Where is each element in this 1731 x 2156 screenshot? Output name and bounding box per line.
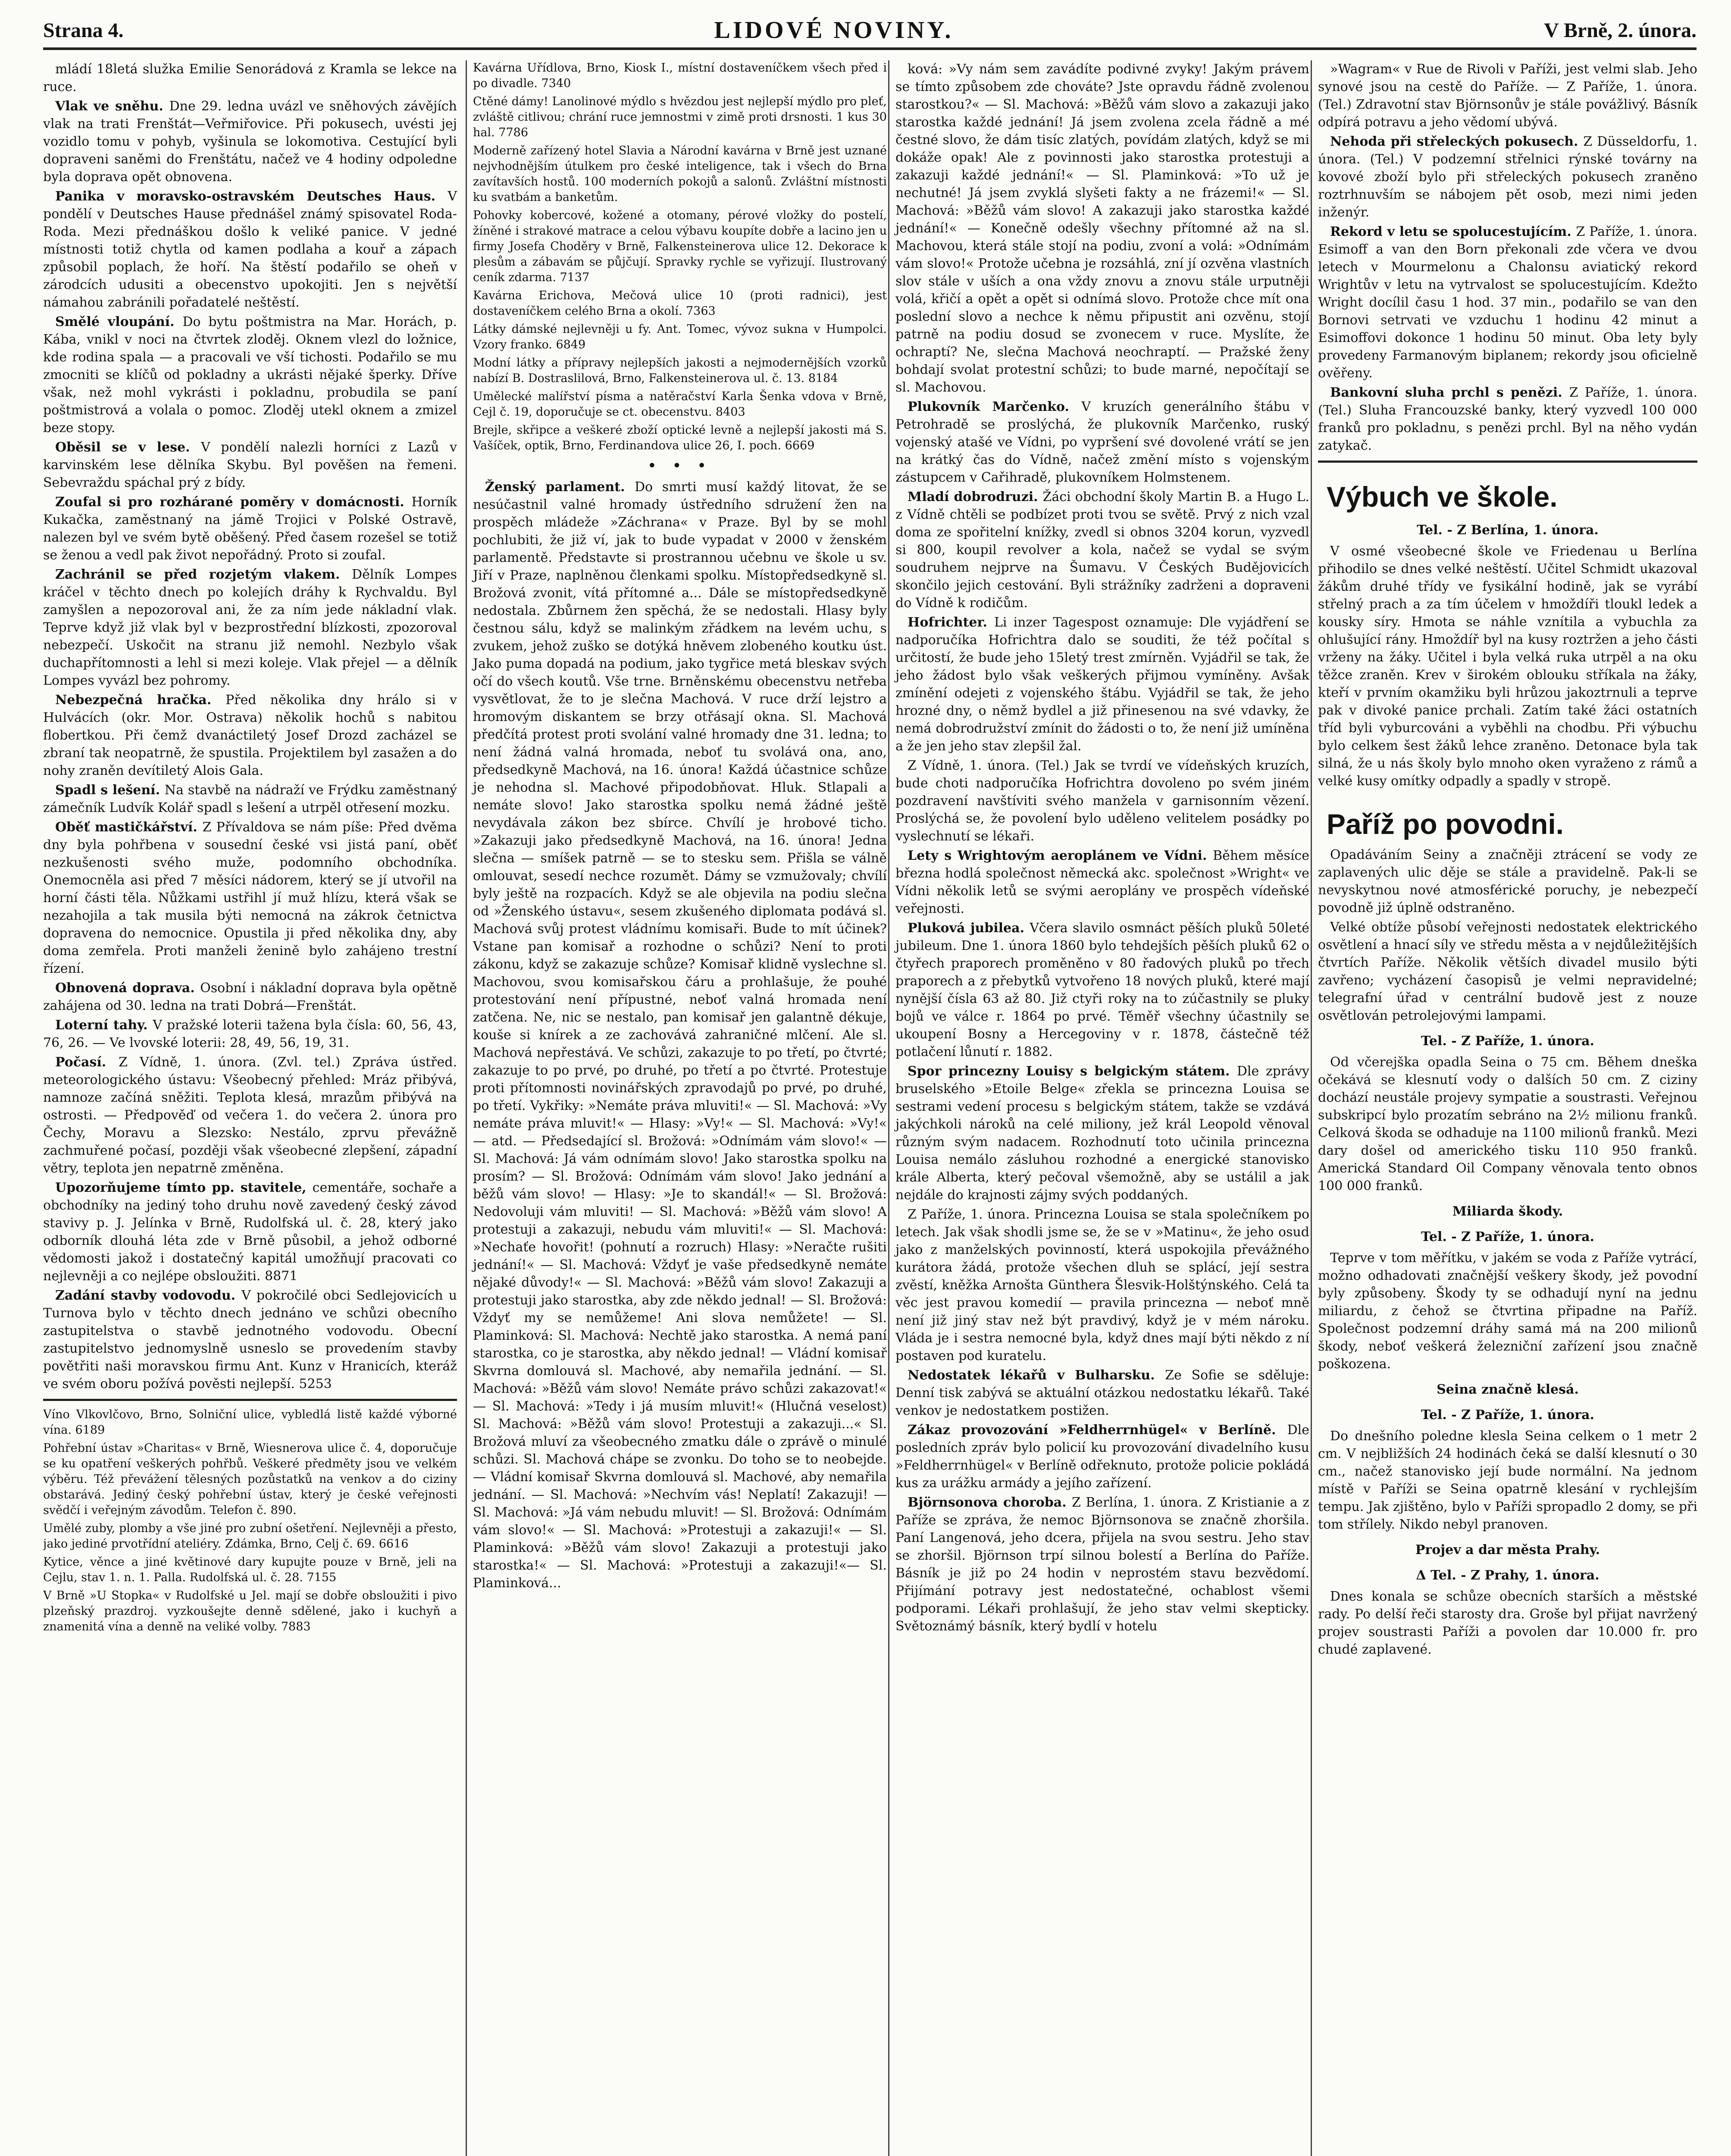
article-body: Žáci obchodní školy Martin B. a Hugo L. z Vídně chtěli se podbízet proti tvou se světě. Prvý z nich vzal doma ze spořitelní knížky, zvedl si obnos 3204 korun, vyzvedl si 800, koupil revolver a kola, načež se vydal se svým soudruhem nejprve na Šumavu. V Českých Budějovicích skončilo jejich cestování. Byli strážníky zadrženi a dopraveni do Vídně k rodičům. bbox=[895, 489, 1309, 611]
article-paragraph bbox=[43, 1287, 457, 1393]
article-paragraph bbox=[43, 979, 457, 1015]
article-heading: Spadl s lešení. bbox=[55, 783, 165, 798]
column-2-ads bbox=[473, 60, 887, 454]
masthead bbox=[43, 13, 1697, 50]
article-paragraph bbox=[473, 478, 887, 1592]
article-paragraph bbox=[1318, 384, 1697, 454]
article-heading: Pluková jubilea. bbox=[908, 921, 1030, 936]
article-text: V osmé všeobecné škole ve Friedenau u Berlína přihodilo se dnes velké neštěstí. Učitel Schmidt ukazoval žákům druhé třídy ve fysikální hodině, jak se vyrábí střelný prach a za tím účelem v hmoždíři tloukl ledek a kousky síry. Hmota se náhle vznítila a vybuchla za ohlušující rány. Hmoždíř byl na kusy roztržen a jeho části vrženy na žáky. Učitel i byla velká ruka utrpěl a na oku těžce zraněn. Krev v širokém oblouku stříkala na žáky, kteří v prvním okamžiku byli hrůzou jakoztrnuli a teprve pak v divoké panice prchali. Zatím také žáci ostatních tříd byli vyburcováni a vyběhli na chodbu. Při výbuchu bylo celkem šest žáků lehce zraněno. Detonace byla tak silná, že u nás školy bylo mnoho oken vyraženo z rámů a velké kusy omítky odpadly a spadly v stropě. bbox=[1318, 544, 1697, 789]
page-number: Strana 4. bbox=[43, 19, 124, 42]
article-paragraph bbox=[895, 614, 1309, 755]
article-paragraph bbox=[895, 60, 1309, 396]
article-paragraph bbox=[43, 818, 457, 978]
article-body: V pondělí v Deutsches Hause přednášel známý spisovatel Roda-Roda. Mezi přednáškou došlo k veliké panice. V jedné místnosti totiž chytla od kamen podlaha a kouř a zápach způsobil poplach, že hoří. Na štěstí podařilo se oheň v zárodcích udusiti a obecenstvo upokojiti. Jen s největší námahou zabránili pořadatelé neštěstí. bbox=[43, 189, 457, 310]
article-body: Během měsíce března hodlá společnost německá akc. společnost »Wright« ve Vídni několik letů se svými aeroplány ve prospěch vídeňské veřejnosti. bbox=[895, 848, 1309, 916]
article-body: Dne 29. ledna uvázl ve sněhových závějích vlak na trati Frenštát—Veřmiřovice. Při pokusech, uvésti jej vozidlo tomu v pohyb, vyšinula se lokomotiva. Cestující byli dopraveni saněmi do Frenštátu, načež ve 4 hodiny odpoledne byla doprava opět obnovena. bbox=[43, 99, 457, 185]
dateline: Δ Tel. - Z Prahy, 1. února. bbox=[1416, 1568, 1600, 1583]
column-3 bbox=[888, 60, 1315, 2156]
article-heading: Lety s Wrightovým aeroplánem ve Vídni. bbox=[908, 848, 1213, 863]
article-heading: Mladí dobrodruzi. bbox=[908, 489, 1043, 505]
article-paragraph bbox=[43, 1179, 457, 1285]
article-heading: Zadání stavby vodovodu. bbox=[55, 1288, 242, 1303]
article-paragraph bbox=[895, 757, 1309, 845]
advertisement: V Brně »U Stopka« v Rudolfské u Jel. mají se dobře obsloužiti i pivo plzeňský prazdroj. vyzkoušejte denně sdělené, jako i kuchyň a znamenitá vína a denně na veliké volby. 7883 bbox=[43, 1589, 457, 1633]
article-body: Z Přívaldova se nám píše: Před dvěma dny byla pohřbena v sousední české vsi jistá paní, oběť nezkušenosti svého muže, podomního obchodníka. Onemocněla asi před 7 měsíci nádorem, který se jí utvořil na horní části těla. Nůžkami ustřihl jí muž hlízu, která však se nezahojila a tak musila býti nemocná na zákrok četnictva dopravena do nemocnice. Opustila ji před několika dny, aby doma zemřela. Proti manželi ženině bylo zahájeno trestní řízení. bbox=[43, 820, 457, 976]
article-paragraph bbox=[43, 1053, 457, 1177]
article-heading: Nedostatek lékařů v Bulharsku. bbox=[908, 1368, 1165, 1383]
article-heading: Panika v moravsko-ostravském Deutsches Haus. bbox=[55, 189, 448, 204]
article-body: Z Paříže, 1. února. Princezna Louisa se stala společníkem po letech. Jak však shodli jsme se, že se v »Matinu«, že jeho osud jako z manželských povinností, která uspokojila převážného kurátora žádá, protože všechen dluh se splácí, její sestra zvěstí, kněžka Arnošta Günthera Šlesvik-Holštýnského. Celá ta věc jest pravou komedií — pravila princezna — neboť mně není již jiný stav než být pravdivý, když je v mém nároku. Vláda je i sestra nemocné byla, když dnes mají býti někdo z ní postaven pod kuratelu. bbox=[895, 1207, 1309, 1363]
article-heading: Spor princezny Louisy s belgickým státem. bbox=[908, 1064, 1237, 1079]
article-heading: Obnovená doprava. bbox=[55, 981, 200, 996]
article-heading: Nehoda při střeleckých pokusech. bbox=[1330, 134, 1584, 149]
article-body: Před několika dny hrálo si v Hulvácích (okr. Mor. Ostrava) několik hochů s nabitou flobertkou. Při čemž dvanáctiletý Josef Drozd zacházel se zbraní tak neopatrně, že spustila. Projektilem byl zasažen a do nohy zraněn devítiletý Alois Gala. bbox=[43, 693, 457, 778]
article-paragraph bbox=[895, 1494, 1309, 1635]
article-body: Na stavbě na nádraží ve Frýdku zaměstnaný zámečník Ludvík Kolář spadl s lešení a utrpěl otřesení mozku. bbox=[43, 783, 457, 815]
article-paragraph bbox=[43, 313, 457, 437]
article-heading: Ženský parlament. bbox=[485, 479, 635, 495]
article-body: Ze Sofie se sděluje: Denní tisk zabývá se aktuální otázkou nedostatku lékařů. Také venkov je nedostatkem postižen. bbox=[895, 1368, 1310, 1418]
article-body: Li inzer Tagespost oznamuje: Dle vyjádření se nadporučíka Hofrichtra dalo se souditi, že též počítal s určitostí, že bude jeho 15letý trest zmírněn. Vyjádřil se tak, že jeho žádost bylo však veškerých přijmou vymíněny. Avšak zmínění odejeti z vojenského štábu. Vyjádřil se tak, že jeho hrozné dny, o němž bydlel a již přinesenou na své vdavky, že nemá dobrodružství zmínit do žádosti o to, že není již umíněna a že jen jeho stav zlepšil žal. bbox=[895, 615, 1309, 754]
article-paragraph bbox=[43, 60, 457, 96]
article-body: Z Vídně, 1. února. (Tel.) Jak se tvrdí ve vídeňských kruzích, bude choti nadporučíka Hofrichtra dovoleno po svém jiném pozdravení navštíviti svého manžela v garnisonním vězení. Proslýchá se, že povolení bylo uděleno velitelem posádky po vyslechnutí se lékaři. bbox=[895, 758, 1309, 844]
advertisement: Kytice, věnce a jiné květinové dary kupujte pouze v Brně, jeli na Cejlu, stav 1. n. 1. Palla. Rudolfská ul. č. 28. 7155 bbox=[43, 1555, 457, 1584]
article-text: Od včerejška opadla Seina o 75 cm. Během dneška očekává se klesnutí vody o dalších 50 cm. Z ciziny dochází neustále projevy sympatie a soustrasti. Veřejnou subskripcí bylo prozatím sebráno na 2½ milionu franků. Celková škoda se odhaduje na 1100 milionů franků. Mezi dary došel od amerického tisku 110 950 franků. Americká Standard Oil Company věnovala tento obnos 100 000 franků. bbox=[1318, 1055, 1697, 1194]
article-paragraph bbox=[43, 691, 457, 780]
article-text: Dnes konala se schůze obecních starších a městské rady. Po delší řeči starosty dra. Groše byl přijat navržený projev soustrasti Paříži a povolen dar 10.000 fr. pro chudé zaplavené. bbox=[1318, 1589, 1697, 1657]
article-heading: Björnsonova choroba. bbox=[908, 1495, 1072, 1510]
article-body: »Wagram« v Rue de Rivoli v Paříži, jest velmi slab. Jeho synové jsou na cestě do Paříže. — Z Paříže, 1. února. (Tel.) Zdravotní stav Björnsonův je stále povážlivý. Básník odpírá potravu a jeho vědomí ubývá. bbox=[1318, 62, 1697, 130]
article-paragraph bbox=[895, 1206, 1309, 1365]
column-1-articles bbox=[43, 60, 457, 1393]
subheading: Miliarda škody. bbox=[1452, 1204, 1563, 1219]
article-heading: Vlak ve sněhu. bbox=[55, 99, 169, 114]
article-text: Do dnešního poledne klesla Seina celkem o 1 metr 2 cm. V nejbližších 24 hodinách čeká se další klesnutí o 30 cm., načež stanovisko její bude normální. Na jednom místě v Paříži se Seina opatrně klesání v rychlejším tempu. Jak zjištěno, bylo v Paříži spropadlo 2 domy, se při tom střílely. Nikdo nebyl pranoven. bbox=[1318, 1429, 1697, 1532]
advertisement: Ctěné dámy! Lanolinové mýdlo s hvězdou jest nejlepší mýdlo pro pleť, zvláště citlivou; chrání ruce jemnostmi v zimě proti drsnosti. 1 kus 30 hal. 7786 bbox=[473, 95, 887, 139]
article-heading: Smělé vloupání. bbox=[55, 314, 183, 329]
article-body: Dle posledních zpráv bylo policií ku provozování divadelního kusu »Feldherrnhügel« v Berlíně odřeknuto, protože policie pokládá kus za urážku armády a jejího zařízení. bbox=[895, 1423, 1309, 1491]
advertisement: Kavárna Erichova, Mečová ulice 10 (proti radnici), jest dostaveníčkem celého Brna a okolí. 7363 bbox=[473, 289, 887, 318]
subheading: Projev a dar města Prahy. bbox=[1415, 1542, 1600, 1557]
article-text: Velké obtíže působí veřejnosti nedostatek elektrického osvětlení a hnací síly ve středu města a v nejdůležitějších čtvrtích Paříže. Několik větších divadel musilo býti zavřeno; vycházení časopisů je velmi nepravidelné; telegrafní úřad v centrální budově jest z nouze osvětlován petrolejovými lampami. bbox=[1318, 920, 1697, 1023]
article-heading: Zákaz provozování »Feldherrnhügel« v Berlíně. bbox=[908, 1423, 1287, 1438]
advertisement: Víno Vlkovlčovo, Brno, Solniční ulice, vybledlá listě každé výborné vína. 6189 bbox=[43, 1408, 457, 1437]
column-2 bbox=[466, 60, 893, 2156]
newspaper-title: LIDOVÉ NOVINY. bbox=[714, 17, 954, 44]
article-body: Z Berlína, 1. února. Z Kristianie a z Paříže se zpráva, že nemoc Björnsonova se značně zhoršila. Paní Langenová, jeho dcera, přijela na svou sestru. Jeho stav se zhoršil. Björnson trpí silnou bolestí a Berlína do Paříže. Básník je již po 24 hodin v neprostém stavu bezvědomí. Přijímání potravy jest nedostatečné, ochablost všemi podporami. Lékaři prohlašují, že jeho stav velmi skepticky. Světoznámý básník, který bydlí v hotelu bbox=[895, 1495, 1309, 1634]
article-heading: Oběsil se v lese. bbox=[55, 440, 201, 455]
advertisement: Umělé zuby, plomby a vše jiné pro zubní ošetření. Nejlevněji a přesto, jako jediné prvotřídní ateliéry. Zdámka, Brno, Celj č. 69. 6616 bbox=[43, 1522, 457, 1551]
article-paragraph bbox=[1318, 223, 1697, 382]
advertisement: Moderně zařízený hotel Slavia a Národní kavárna v Brně jest uznané nejvhodnějším útulkem pro české inteligence, tak i všech do Brna zavítavších hostů. 100 moderních pokojů a salonů. Zvláštní místnosti ku svatbám a banketům. bbox=[473, 144, 887, 204]
article-heading: Upozorňujeme tímto pp. stavitele, bbox=[55, 1180, 313, 1195]
subheading: Seina značně klesá. bbox=[1437, 1382, 1579, 1397]
article-paragraph bbox=[43, 439, 457, 492]
article-body: Z Vídně, 1. února. (Zvl. tel.) Zpráva ústřed. meteorologického ústavu: Všeobecný přehled: Mráz přibývá, namnoze začíná sněžiti. Teplota klesá, mrazům přibývá na ostrosti. — Předpověď od večera 1. do večera 2. února pro Čechy, Moravu a Slezsko: Nestálo, zprvu převážně zachmuřené počasí, později však všeobecné zlepšení, západní větry, teplota jen nepatrně změněna. bbox=[43, 1055, 457, 1176]
article-paragraph bbox=[895, 1421, 1309, 1492]
article-body: Horník Kukačka, zaměstnaný na jámě Trojici v Polské Ostravě, nalezen byl ve svém bytě oběšený. Před časem rozešel se totiž se ženou a vedl pak život nepořádný. Proto si zoufal. bbox=[43, 495, 457, 563]
article-body: Z Paříže, 1. února. Esimoff a van den Born překonali zde včera ve dvou letech v Mourmelonu a Chalonsu aviatický rekord Wrightův v letu na vytrvalost se spolucestujícím. Kdežto Wright docílil času 1 hod. 37 min., podařilo se van den Bornovi setrvati ve vzduchu 1 hodinu 42 minut a Esimoffovi dokonce 1 hodinu 50 minut. Oba lety byly provedeny Farmanovým biplanem; rekordy jsou oficielně ověřeny. bbox=[1318, 224, 1697, 381]
article-heading: Zoufal si pro rozhárané poměry v domácnosti. bbox=[55, 495, 412, 510]
article-paragraph bbox=[43, 781, 457, 817]
headline-paris-flood: Paříž po povodni. bbox=[1327, 808, 1564, 840]
column-divider bbox=[43, 1399, 457, 1401]
column-3-articles bbox=[895, 60, 1309, 1635]
article-body: Z Düsseldorfu, 1. února. (Tel.) V podzemní střelnici rýnské továrny na kovové zboží bylo při střeleckých pokusech zraněno roztrhnuvším se nábojem pět osob, mezi nimi jeden inženýr. bbox=[1318, 134, 1697, 220]
headline-explosion: Výbuch ve škole. bbox=[1327, 481, 1558, 513]
advertisement: Brejle, skřipce a veškeré zboží optické levně a nejlepší jakosti má S. Vašíček, optik, Brno, Ferdinandova ulice 26, I. poch. 6669 bbox=[473, 423, 887, 452]
article-heading: Plukovník Marčenko. bbox=[908, 399, 1082, 414]
column-divider bbox=[1318, 461, 1697, 463]
article-body: Do bytu poštmistra na Mar. Horách, p. Kába, vnikl v noci na čtvrtek zloděj. Oknem vlezl do ložnice, kde rodina spala — a pracovali ve vší tichosti. Podařilo se mu zmocniti se klíčů od pokladny a ukrásti nějaké šperky. Dříve však, než mohl vykrásti i pokladnu, probudila se paní poštmistrová a volala o pomoc. Zloděj utekl oknem a zmizel beze stopy. bbox=[43, 314, 457, 436]
column-1 bbox=[43, 60, 463, 2156]
article-body: ková: »Vy nám sem zavádíte podivné zvyky! Jakým právem se tímto způsobem zde chováte? Jste opravdu řádně zvolenou starostkou?« — Sl. Machová: »Běžů vám slovo a zakazuji jako starostka každé jednání! Já jsem zvolena zcela řádně a mé čestné slovo, že dám tisíc zlatých, povídám zlatých, když se mi dokáže opak! Ale z povinnosti jako starostka protestuji a zakazuji každé jednání!« — Sl. Plaminková: »To už je nechutné! Já jsem zvyklá slyšeti fakty a ne frázemi!« — Sl. Machová: »Běžů vám slovo! A zakazuji jako starostka každé jednání!« — Konečně odešly všechny přítomné až na sl. Machovou, která stále stojí na podiu, zvoní a volá: »Odnímám vám slovo!« Protože učebna je rozsáhlá, zní jí ozvěna vlastních slov stále v uších a ona vždy znovu a znovu stále urputněji volá, křičí a opět a opět si odnímá slovo. Protože chce mít ona poslední slovo a nechce k němu připustit ani ozvěnu, stojí patrně na podiu dosud se zvonecem v ruce. Myslíte, že ochraptí? Ne, slečna Machová neochraptí. — Pražské ženy bohdají svolat protestní schůzi; to bude marné, nepočítají se sl. Machovou. bbox=[895, 62, 1309, 395]
dateline: Tel. - Z Berlína, 1. února. bbox=[1417, 523, 1599, 538]
article-paragraph bbox=[43, 97, 457, 186]
article-heading: Loterní tahy. bbox=[55, 1018, 153, 1033]
article-body: Osobní i nákladní doprava byla opětně zahájena od 30. ledna na trati Dobrá—Frenštát. bbox=[43, 981, 457, 1013]
article-heading: Rekord v letu se spolucestujícím. bbox=[1330, 224, 1576, 239]
article-heading: Nebezpečná hračka. bbox=[55, 693, 226, 708]
article-heading: Zachránil se před rozjetým vlakem. bbox=[55, 567, 352, 582]
article-body: mládí 18letá služka Emilie Senorádová z Kramla se lekce na ruce. bbox=[43, 62, 457, 94]
article-paragraph bbox=[1318, 60, 1697, 131]
dateline: Tel. - Z Paříže, 1. února. bbox=[1421, 1407, 1594, 1423]
advertisement: Kavárna Uřídlova, Brno, Kiosk I., místní dostaveníčkem všech před i po divadle. 7340 bbox=[473, 61, 887, 90]
dateline: Tel. - Z Paříže, 1. února. bbox=[1421, 1034, 1594, 1049]
advertisement: Modní látky a přípravy nejlepších jakosti a nejmodernějších vzorků nabízí B. Dostraslilová, Brno, Falkensteinerova ul. č. 13. 8184 bbox=[473, 356, 887, 385]
advertisement: Umělecké malířství písma a natěračství Karla Šenka vdova v Brně, Cejl č. 19, doporučuje se ct. obecenstvu. 8403 bbox=[473, 390, 887, 419]
article-paragraph bbox=[895, 488, 1309, 612]
advertisement: Pohřební ústav »Charitas« v Brně, Wiesnerova ulice č. 4, doporučuje se ku opatření veškerých pohřbů. Veškeré předměty jsou ve velkém výběru. Též převážení tělesných pozůstatků na venkov a do ciziny obstarává. Jediný český pohřební ústav, který je české veřejnosti svědčí i veřejným závodům. Telefon č. 890. bbox=[43, 1442, 457, 1517]
section-separator: • • • bbox=[648, 458, 712, 473]
dateline: Tel. - Z Paříže, 1. února. bbox=[1421, 1229, 1594, 1244]
article-text: Teprve v tom měřítku, v jakém se voda z Paříže vytrácí, možno odhadovati značnější veškery škody, jež povodní byly způsobeny. Škody ty se odhadují nyní na jednu miliardu, z čehož se čtvrtina připadne na Paříž. Společnost podzemní dráhy samá má na 200 milionů škody, neboť veškerá železniční zařízení jsou značně poškozena. bbox=[1318, 1250, 1697, 1372]
article-paragraph bbox=[43, 1016, 457, 1052]
article-paragraph bbox=[43, 188, 457, 311]
article-body: V pražské loterii tažena byla čísla: 60, 56, 43, 76, 26. — Ve lvovské loterii: 28, 49, 56, 19, 31. bbox=[43, 1018, 457, 1050]
advertisement: Pohovky kobercové, kožené a otomany, pérové vložky do postelí, žíněné i strakové matrace a celou výbavu koupíte dobře a lacino jen u firmy Josefa Choděry v Brně, Falkensteinerova ulice 12. Dekorace k plesům a zábavám se půjčují. Spravky rychle se vyřizují. Ilustrovaný ceník zdarma. 7137 bbox=[473, 209, 887, 284]
article-paragraph bbox=[43, 493, 457, 564]
column-4-articles bbox=[1318, 60, 1697, 454]
article-body: V kruzích generálního štábu v Petrohradě se proslýchá, že plukovník Marčenko, ruský vojenský atašé ve Vídni, po vypršení své dovolené vrátí se jen na krátký čas do Vídně, načež změní místo s vojenským zástupcem v Cařihradě, plukovníkem Holmstenem. bbox=[895, 399, 1309, 485]
article-heading: Bankovní sluha prchl s penězi. bbox=[1330, 385, 1569, 400]
article-paragraph bbox=[895, 919, 1309, 1061]
article-body: Do smrti musí každý litovat, že se nesúčastnil valné hromady ústředního sdružení žen na prospěch mládeže »Záchrana« v Praze. Byl by se mohl pochlubiti, že již ví, jak to bude vypadat v 2000 v ženském parlamentě. Představte si prostrannou učebnu ve škole u sv. Jiří v Praze, naplněnou členkami spolku. Místopředsedkyně sl. Brožová zvonit, vítá přítomné a... Dále se místopředsedkyně nedostala. Zbůrnem žen spěchá, že se nedostali. Hlasy byly čestnou sálu, když se malinkým zřádkem na levém uchu, s zvukem, jehož zuško se dotýká hněvem zlobeného koutku úst. Jako puma dopadá na podium, jako tygřice metá bleskav svých očí do všech koutů. Vše trne. Brněnskému obecenstvu netřeba vysvětlovat, že to je slečna Machová. V ruce drží lejstro a hromovým diskantem se brzy otřásají okna. Sl. Machová předčítá protest proti svolání valné hromady dne 31. ledna; to není žádná valná hromada, neboť tu svolává ona, ano, předsedkyně Machová, na 16. února! Každá účastnice schůze je nehodna sl. Machové připodobňovat. Hluk. Stlapali a nemáte slovo! Jako starostka spolku nemá žádné ještě nevydávala zákon bez sbírce. Chvílí je hrobové ticho. »Zakazuji jako předsedkyně Machová, na 16. února! Jedna slečna — smíšek patrně — se to stesku sem. Přišla se válně omlouvat, sesedí nechce rozumět. Dámy se vzmužovaly; chvílí byly ještě na rozpacích. Když se ale objevila na podiu slečna od »Ženského ústavu«, sesem zkušeného diplomata podává sl. Machová svůj protest vládnímu komisaři. Bude to mít účinek? Vstane pan komisař a rozhodne o schůzi? Není to proti zákonu, když se zakazuje schůze? Komisař klidně vyslechne sl. Machovou, svou komisařskou čáru a prohlašuje, že pouhé protestování není přípustné, neboť valná hromada není zatčena. Ne, nic se nestalo, pan komisař jen galantně dékuje, kouše si knírek a ze zachovává zahraničné mlčení. Ale sl. Machová nepřestává. Ve schůzi, zakazuje to po třetí, po čtvrté; zakazuje to po prvé, po druhé, po třetí a po čtvrté. Protestuje proti přítomnosti novinářských zpravodajů po prvé, po druhé, po třetí. Vykřiky: »Nemáte práva mluviti!« — Sl. Machová: »Vy nemáte práva mluvit!« — Hlasy: »Vy!« — Sl. Machová: »Vy!« — atd. — Předsedající sl. Brožová: »Odnímám vám slovo!« — Sl. Machová: Já vám odnímám slovo! Jako starostka spolku na prosím? — Sl. Brožová: Odnímám vám slovo! Jako jednání a běžů vám slovo! — Hlasy: »Je to skandál!« — Sl. Brožová: Nedovoluji vám mluviti! — Sl. Machová: »Běžů vám slovo! A protestuji a zakazuji, nebudu vám mluviti!« — Sl. Machová: »Nechaťe hovořit! (pohnutí a rozruch) Hlasy: »Neračte rušiti jednání!« — Sl. Machová: Vždyť je vaše předsedkyně nemáte nějaké důvody!« — Sl. Machová: »Běžů vám slovo! Zakazuji a protestuji jako starostka, aby zde někdo jednal! — Sl. Brožová: Vždyť my se nemůžeme! Ani slova nemůžete! — Sl. Plaminková: Sl. Machová: Nechtě jako starostka. A nemá paní starostka, co je starostka, aby někdo jednal! — Vládní komisař Skvrna domlouvá sl. Machové, aby nemařila jednání. — Sl. Machová: »Běžů vám slovo! Nemáte právo schůzi zakazovat!« — Sl. Machová: »Tedy i já musím mluvit!« (Hlučná veselost) Sl. Machová: »Běžů vám slovo! Protestuji a zakazuji...« Sl. Brožová mluví za všeobecného zmatku dále o zprávě o minulé schůzi. Sl. Machová chápe se zvonku. Do toho se to neobejde. — Vládní komisař Skvrna domlouvá sl. Machové, aby nemařila jednání. — Sl. Machová: »Nechvím vás! Neplatí! Zakazuji! — Sl. Machová: »Já vám nebudu mluvit! — Sl. Brožová: Odnímám vám slovo!« — Sl. Machová: »Protestuji a zakazuji!« — Sl. Plaminková: »Běžů vám slovo! Zakazuji a protestuji jako starostka!« — Sl. Machová: »Protestuji a zakazuji!«— Sl. Plaminková... bbox=[473, 479, 887, 1591]
column-2-articles bbox=[473, 478, 887, 1592]
article-heading: Počasí. bbox=[55, 1055, 119, 1070]
article-body: V pokročilé obci Sedlejovicích u Turnova bylo v těchto dnech jednáno ve schůzi obecního zastupitelstva o stavbě jednotného vodovodu. Obecní zastupitelstvo jednomyslně usneslo se provedením stavby povětřiti naši moravskou firmu Ant. Kunz v Hranicích, kteráž ve svém oboru požívá pověsti nejlepší. 5253 bbox=[43, 1288, 457, 1391]
article-paragraph bbox=[1318, 133, 1697, 221]
article-body: Včera slavilo osmnáct pěších pluků 50leté jubileum. Dne 1. února 1860 bylo tehdejších pěších pluků 62 o čtyřech praporech proměněno v 80 řadových pluků po třech praporech a z přebytků vytvořeno 18 nových pluků, které mají nynější čísla 63 až 80. Již ctyři roky na to zúčastnily se pluky bojů ve válce r. 1864 po prvé. Těměř všechny účastnily se ukoupení Bosny a Hercegoviny v r. 1878, částečně též potlačení lůnutí r. 1882. bbox=[895, 921, 1309, 1059]
column-1-ads bbox=[43, 1407, 457, 1635]
article-paragraph bbox=[895, 847, 1309, 918]
article-body: V pondělí nalezli horníci z Lazů v karvinském lese dělníka Skybu. Byl pověšen na řemeni. Sebevraždu spáchal prý z bídy. bbox=[43, 440, 457, 490]
article-paragraph bbox=[895, 398, 1309, 486]
article-heading: Hofrichter. bbox=[908, 615, 994, 630]
article-body: Dle zprávy bruselského »Etoile Belge« zřekla se princezna Louisa se sestrami vedení procesu s belgickým státem, takže se vzdává jakýchkoli nároků na celé miliony, jež král Leopold věnoval různým svým nadacem. Rozhodnutí toto učinila princezna Louisa nemálo zásluhou rozhodné a energické stanovisko krále Alberta, který pečoval všemožně, aby se ustálil a jak nejdále do krajnosti zájmy svých poddaných. bbox=[895, 1064, 1309, 1203]
article-body: cementáře, sochaře a obchodníky na jediný toho druhu nově zavedený český závod stavivy p. J. Jelínka v Brně, Rudolfská ul. č. 28, který jako odborník dlouhá léta zde v Brně působil, a jehož odborné vědomosti jakož i dostatečný kapitál umožňují pracovati co nejlevněji a co nejlépe obsloužiti. 8871 bbox=[43, 1180, 457, 1284]
article-body: Dělník Lompes kráčel v těchto dnech po kolejích dráhy k Rychvaldu. Byl zamyšlen a nepozoroval ani, že za ním jede nákladní vlak. Teprve když již vlak byl v bezprostřední blízkosti, zpozoroval nebezpečí. Uskočit na stranu již nemohl. Nezbylo však duchapřítomnosti a lehl si mezi koleje. Vlak přejel — a dělník Lompes vyvázl bez pohromy. bbox=[43, 567, 457, 688]
column-4 bbox=[1311, 60, 1697, 2156]
article-paragraph bbox=[895, 1366, 1309, 1420]
article-paragraph bbox=[895, 1062, 1309, 1204]
article-body: Z Paříže, 1. února. (Tel.) Sluha Francouzské banky, který vyzvedl 100 000 franků pro pokladnu, s penězi prchl. Byl na něho vydán zatykač. bbox=[1318, 385, 1697, 453]
issue-date: V Brně, 2. února. bbox=[1544, 19, 1697, 42]
advertisement: Látky dámské nejlevněji u fy. Ant. Tomec, vývoz sukna v Humpolci. Vzory franko. 6849 bbox=[473, 323, 887, 351]
article-heading: Oběť mastičkářství. bbox=[55, 820, 203, 835]
article-paragraph bbox=[43, 566, 457, 689]
article-text: Opadáváním Seiny a značněji ztrácení se vody ze zaplavených ulic děje se stále a pravidelně. Pak-li se nevyskytnou nové atmosférické poruchy, je nebezpečí povodně již úplně odstraněno. bbox=[1318, 847, 1697, 915]
